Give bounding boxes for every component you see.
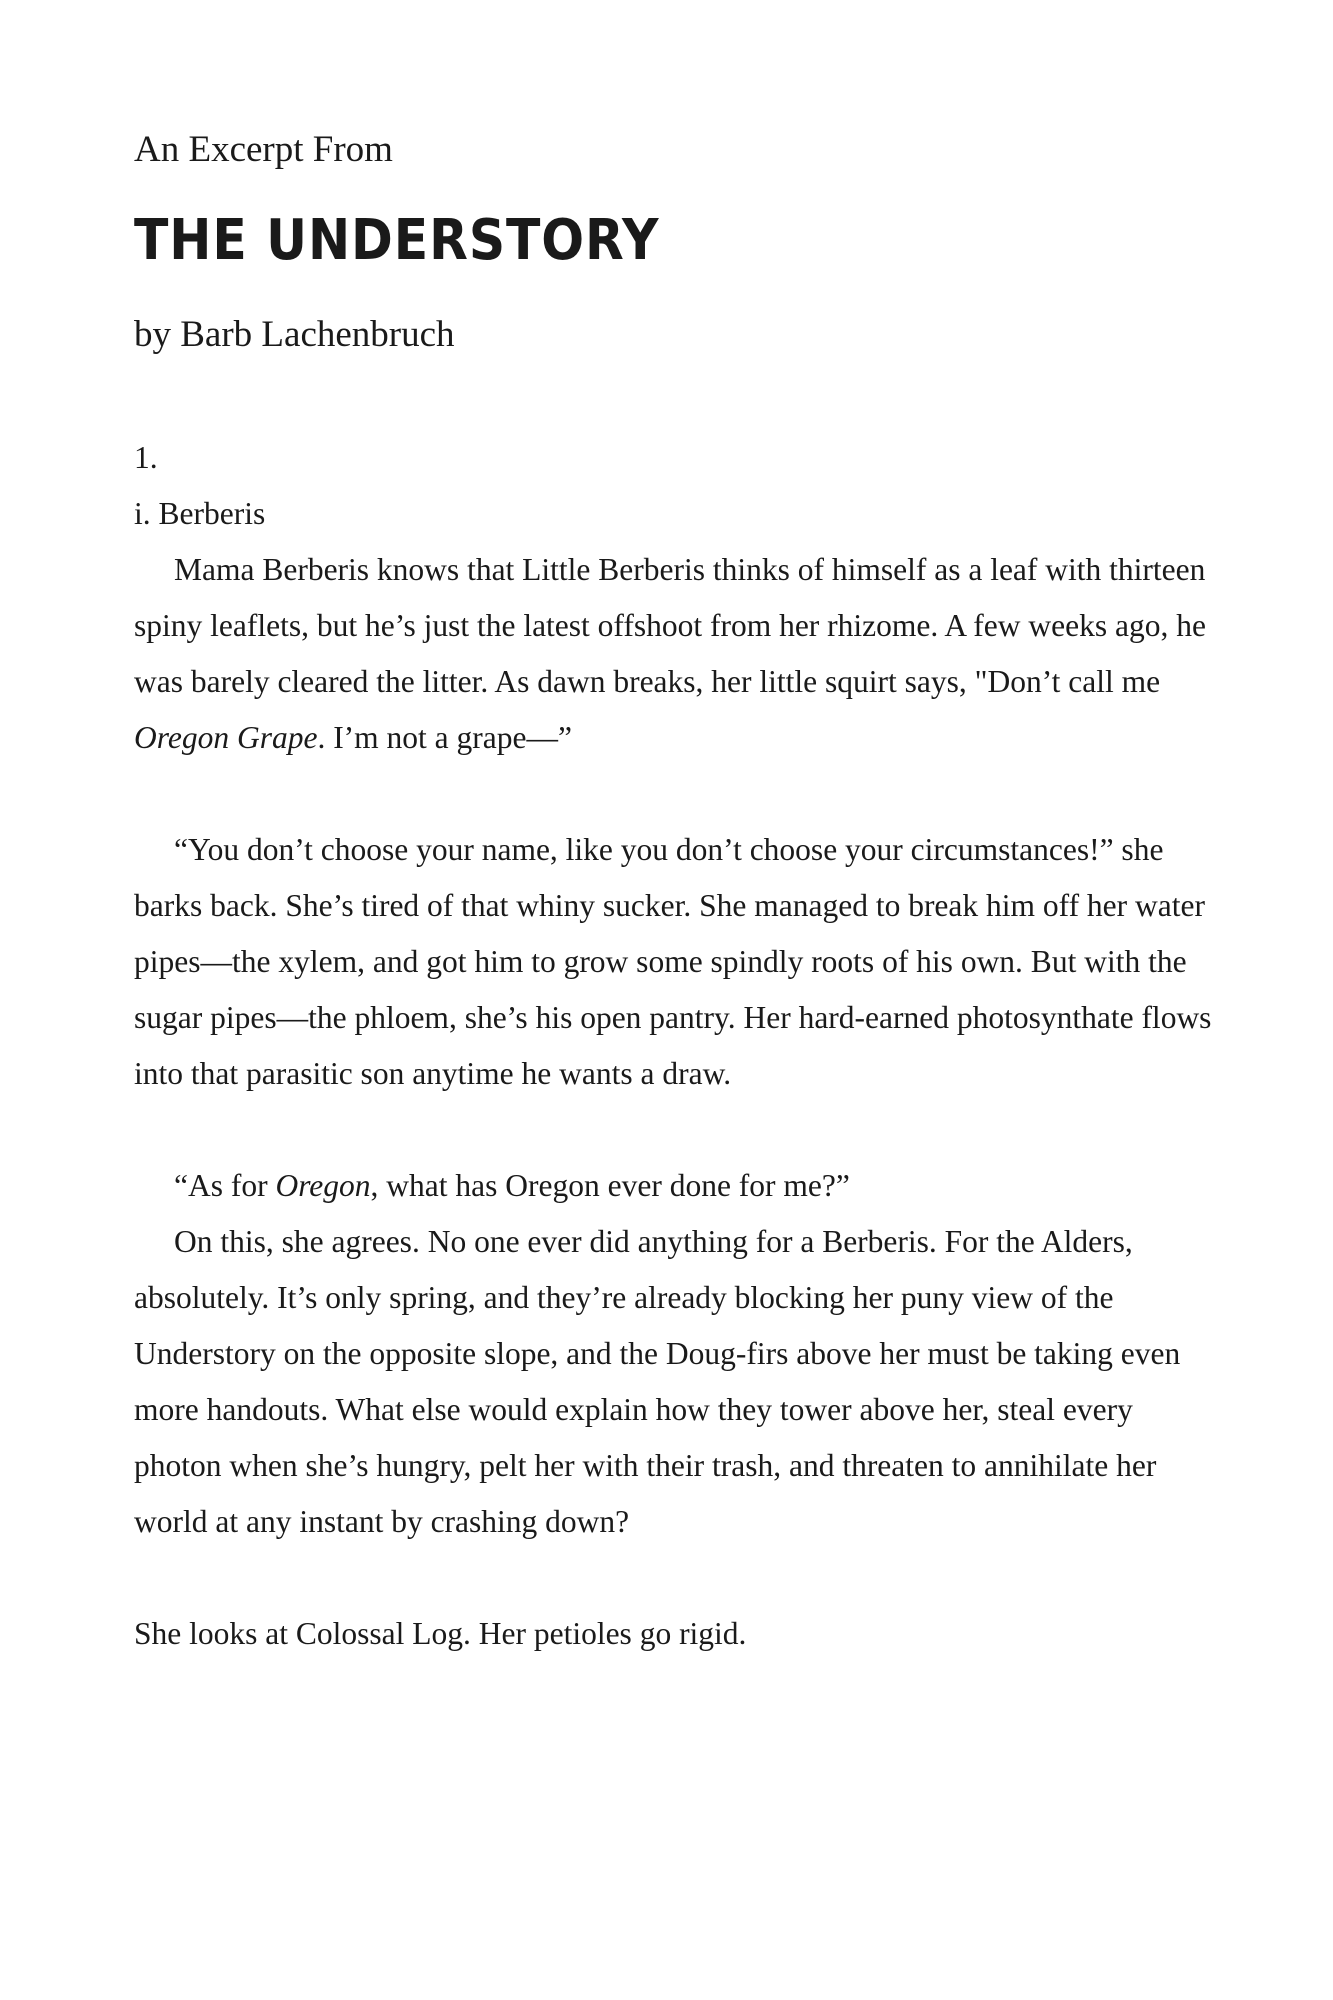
paragraph-3-text-b: , what has Oregon ever done for me?” xyxy=(370,1168,850,1203)
author-byline: by Barb Lachenbruch xyxy=(134,314,455,355)
excerpt-kicker: An Excerpt From xyxy=(134,129,393,170)
paragraph-3-text-a: “As for xyxy=(174,1168,276,1203)
paragraph-2: “You don’t choose your name, like you don’t choose your circumstances!” she barks back. She’s tired of that whiny sucker. She managed to break him off her water pipes—the xylem, and got him to grow some spindly roots of his own. But with the sugar pipes—the phloem, she’s his open pantry. Her hard-earned photosynthate flows into that parasitic son anytime he wants a draw. xyxy=(134,832,1212,1091)
subsection-title: i. Berberis xyxy=(134,496,266,531)
paragraph-1-italic: Oregon Grape xyxy=(134,720,318,755)
paragraph-4: On this, she agrees. No one ever did anything for a Berberis. For the Alders, absolutely. It’s only spring, and they’re already blocking her puny view of the Understory on the opposite slope, and the Doug-firs above her must be taking even more handouts. What else would explain how they tower above her, steal every photon when she’s hungry, pelt her with their trash, and threaten to annihilate her world at any instant by crashing down? xyxy=(134,1224,1181,1539)
excerpt-body xyxy=(134,430,1214,1662)
section-number: 1. xyxy=(134,440,158,475)
paragraph-3-italic: Oregon xyxy=(275,1168,371,1203)
paragraph-spacer xyxy=(134,766,1214,822)
paragraph-spacer xyxy=(134,1102,1214,1158)
paragraph-1 xyxy=(134,542,1214,766)
paragraph-5: She looks at Colossal Log. Her petioles go rigid. xyxy=(134,1616,747,1651)
paragraph-1-text-b: . I’m not a grape—” xyxy=(317,720,572,755)
book-title: THE UNDERSTORY xyxy=(134,208,660,273)
paragraph-3 xyxy=(134,1158,1214,1214)
paragraph-1-text-a: Mama Berberis knows that Little Berberis thinks of himself as a leaf with thirteen spiny leaflets, but he’s just the latest offshoot from her rhizome. A few weeks ago, he was barely cleared the litter. As dawn breaks, her little squirt says, "Don’t call me xyxy=(134,552,1206,699)
paragraph-spacer xyxy=(134,1550,1214,1606)
